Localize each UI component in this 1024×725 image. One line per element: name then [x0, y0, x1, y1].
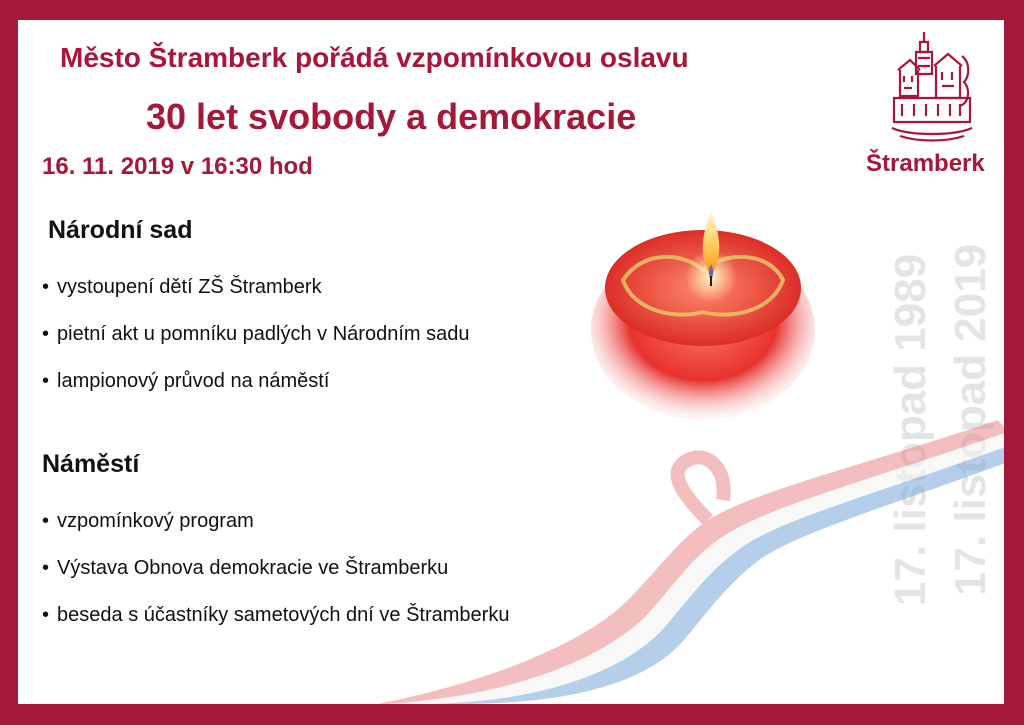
list-item-text: lampionový průvod na náměstí — [57, 370, 330, 392]
bullet: • — [42, 557, 50, 579]
event-title: 30 let svobody a demokracie — [146, 96, 637, 137]
event-date: 16. 11. 2019 v 16:30 hod — [42, 153, 313, 180]
poster-card — [18, 20, 1004, 704]
stramberk-town-icon — [890, 26, 974, 144]
brand-name: Štramberk — [866, 150, 985, 177]
list-item-text: vzpomínkový program — [57, 510, 254, 532]
tricolor-ribbon — [378, 410, 1004, 704]
bullet: • — [42, 510, 50, 532]
list-item-text: vystoupení dětí ZŠ Štramberk — [57, 276, 322, 298]
section-title-narodni-sad: Národní sad — [48, 216, 193, 244]
list-item — [42, 370, 329, 393]
section-title-namesti: Náměstí — [42, 450, 140, 478]
list-item-text: Výstava Obnova demokracie ve Štramberku — [57, 557, 449, 579]
list-item-text: pietní akt u pomníku padlých v Národním sadu — [57, 323, 470, 345]
bullet: • — [42, 276, 50, 298]
list-item — [42, 323, 469, 346]
vertical-text-2019: 17. listopad 2019 — [946, 243, 995, 596]
bullet: • — [42, 323, 50, 345]
list-item — [42, 557, 448, 580]
list-item — [42, 276, 322, 299]
vertical-text-1989: 17. listopad 1989 — [886, 253, 935, 606]
organizer-heading: Město Štramberk pořádá vzpomínkovou oslavu — [60, 42, 689, 73]
bullet: • — [42, 370, 50, 392]
list-item-text: beseda s účastníky sametových dní ve Štramberku — [57, 604, 510, 626]
list-item — [42, 510, 254, 533]
candle-image — [583, 180, 823, 420]
list-item — [42, 604, 509, 627]
bullet: • — [42, 604, 50, 626]
